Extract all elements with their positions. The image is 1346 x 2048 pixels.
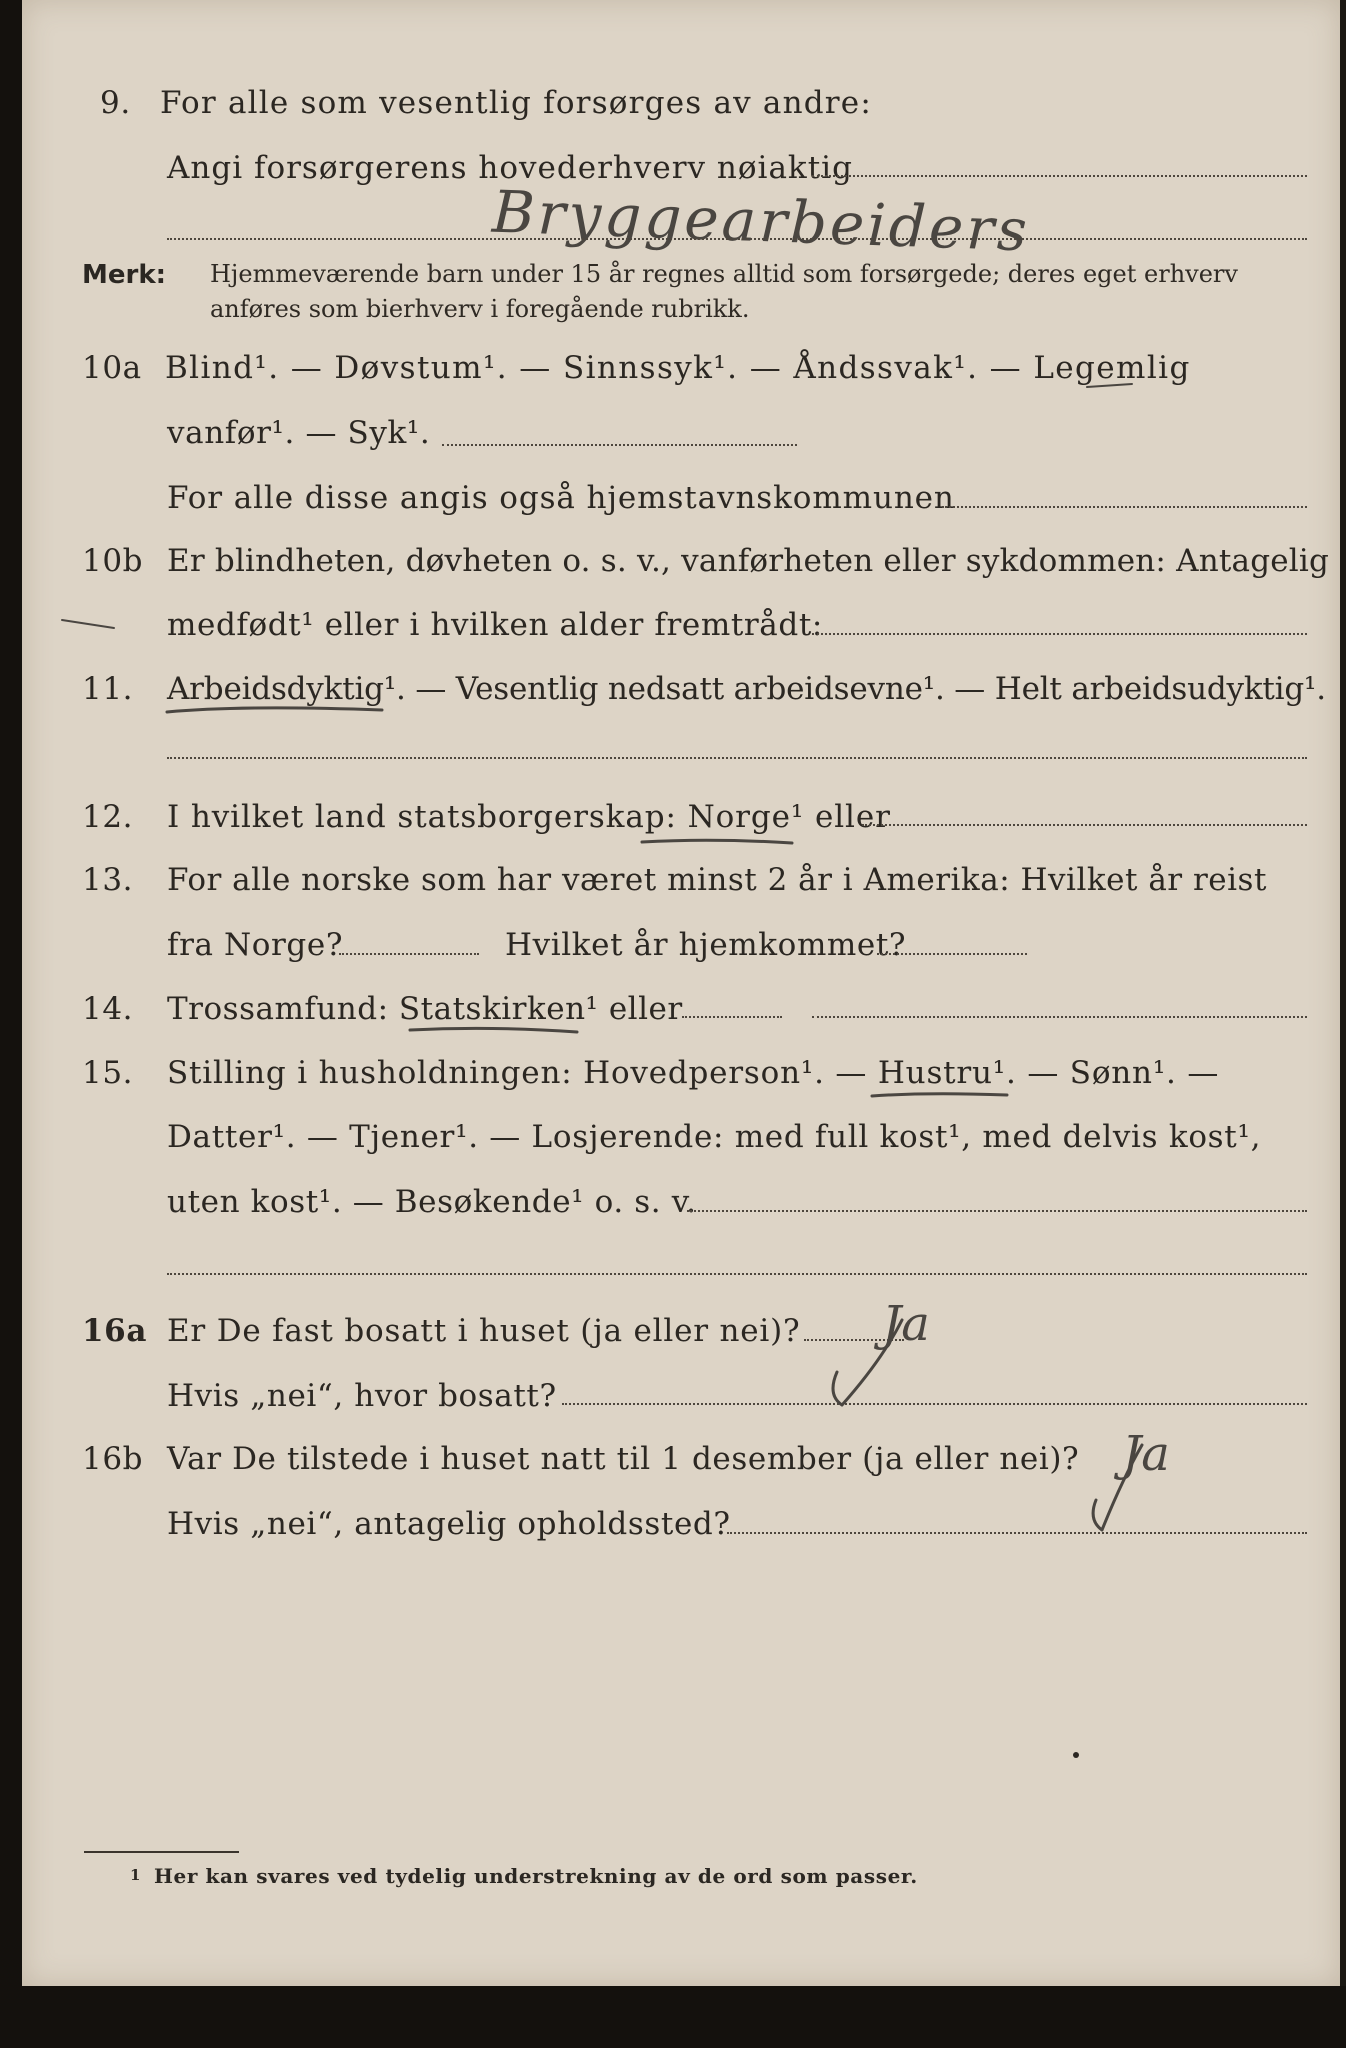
item-10b-question: Er blindheten, døvheten o. s. v., vanførheten eller sykdommen: Antagelig xyxy=(167,543,1330,579)
item-12-question: I hvilket land statsborgerskap: Norge¹ eller xyxy=(167,799,891,835)
underline-norge xyxy=(642,840,792,843)
item-13-question: For alle norske som har været minst 2 år i Amerika: Hvilket år reist xyxy=(167,862,1267,898)
item-15-options-3: uten kost¹. — Besøkende¹ o. s. v. xyxy=(167,1184,697,1220)
item-10b-number: 10b xyxy=(82,543,144,579)
underline-hustru xyxy=(872,1094,1007,1096)
scan-border-left xyxy=(0,0,22,2048)
item-14-question: Trossamfund: Statskirken¹ eller xyxy=(167,991,683,1027)
underline-statskirken xyxy=(410,1028,577,1032)
item-16a-where-question: Hvis „nei“, hvor bosatt? xyxy=(167,1378,557,1414)
item-13-number: 13. xyxy=(82,862,134,898)
underline-arbeidsdyktig xyxy=(167,708,382,712)
item-15-options-2: Datter¹. — Tjener¹. — Losjerende: med full kost¹, med delvis kost¹, xyxy=(167,1119,1262,1155)
item-13-left-from-norway: fra Norge? xyxy=(167,927,344,963)
item-16a-number: 16a xyxy=(82,1313,148,1349)
item-10b-question-2: medfødt¹ eller i hvilken alder fremtrådt: xyxy=(167,607,823,643)
item-9-number: 9. xyxy=(100,85,131,121)
item-15-options: Stilling i husholdningen: Hovedperson¹. — Hustru¹. — Sønn¹. — xyxy=(167,1055,1220,1091)
item-13-returned: Hvilket år hjemkommet? xyxy=(505,927,907,963)
item-11-number: 11. xyxy=(82,671,134,707)
margin-tick xyxy=(62,620,114,628)
ink-dot xyxy=(1073,1752,1079,1758)
item-16b-number: 16b xyxy=(82,1441,144,1477)
item-10a-options-2: vanfør¹. — Syk¹. xyxy=(167,415,431,451)
ink-annotations xyxy=(22,0,1340,1986)
item-10a-options: Blind¹. — Døvstum¹. — Sinnssyk¹. — Åndssvak¹. — Legemlig xyxy=(165,350,1191,386)
census-form-page xyxy=(22,0,1340,1986)
item-16b-handwritten-answer: Ja xyxy=(1122,1426,1170,1482)
item-11-options: Arbeidsdyktig¹. — Vesentlig nedsatt arbeidsevne¹. — Helt arbeidsudyktig¹. xyxy=(167,671,1326,707)
merk-label: Merk: xyxy=(82,260,167,290)
item-10a-number: 10a xyxy=(82,350,142,386)
item-15-number: 15. xyxy=(82,1055,134,1091)
item-9-handwritten-answer: Bryggearbeiders xyxy=(490,177,1031,265)
item-10a-home-municipality: For alle disse angis også hjemstavnskommunen xyxy=(167,480,955,516)
item-12-number: 12. xyxy=(82,799,134,835)
ja-stroke-16b xyxy=(1093,1445,1142,1530)
item-16b-whereabouts-question: Hvis „nei“, antagelig opholdssted? xyxy=(167,1506,731,1542)
item-14-number: 14. xyxy=(82,991,134,1027)
ja-stroke-16a xyxy=(833,1320,902,1405)
margin-dash xyxy=(1087,384,1132,387)
item-16b-question: Var De tilstede i huset natt til 1 desember (ja eller nei)? xyxy=(167,1441,1080,1477)
merk-note-line2: anføres som bierhverv i foregående rubrikk. xyxy=(210,295,750,323)
item-9-question: For alle som vesentlig forsørges av andre: xyxy=(160,85,872,121)
merk-note-line1: Hjemmeværende barn under 15 år regnes alltid som forsørgede; deres eget erhverv xyxy=(210,260,1238,288)
item-9-instruction: Angi forsørgerens hovederhverv nøiaktig xyxy=(167,150,853,186)
footnote-mark: 1 xyxy=(130,1866,141,1884)
footnote-text: Her kan svares ved tydelig understrekning av de ord som passer. xyxy=(154,1864,918,1888)
scan-border-bottom xyxy=(0,1986,1346,2048)
item-16a-handwritten-answer: Ja xyxy=(882,1296,930,1352)
item-16a-question: Er De fast bosatt i huset (ja eller nei)? xyxy=(167,1313,801,1349)
